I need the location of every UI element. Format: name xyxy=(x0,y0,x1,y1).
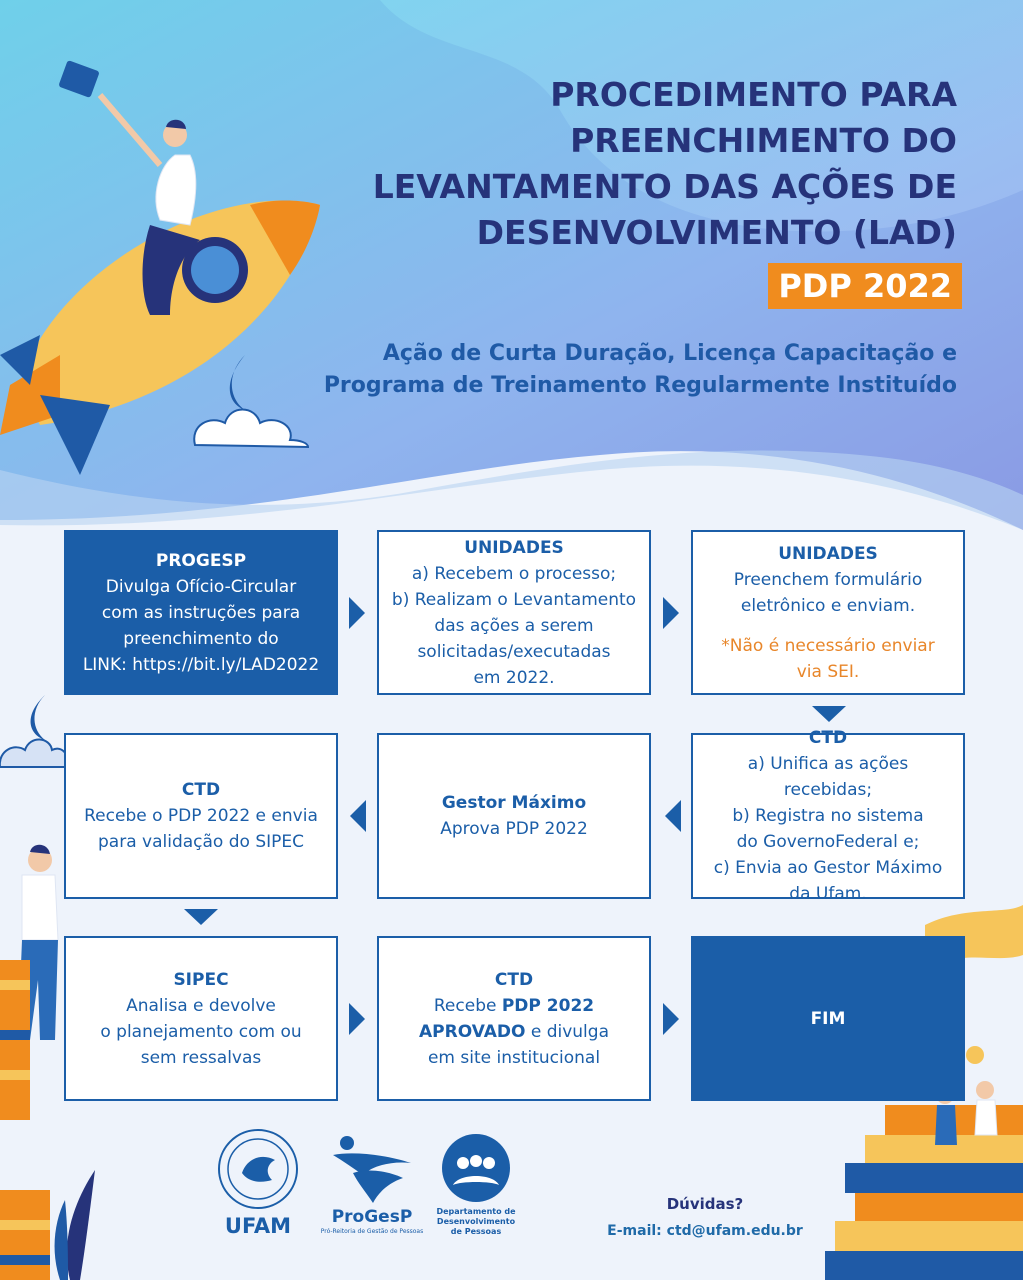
ufam-seal-logo xyxy=(217,1128,299,1210)
ddp-logo-text xyxy=(426,1207,526,1237)
step-heading: UNIDADES xyxy=(778,543,878,564)
step-heading: Gestor Máximo xyxy=(441,793,587,813)
step-line: a) Recebem o processo; xyxy=(411,563,617,584)
title-line: LEVANTAMENTO DAS AÇÕES DE xyxy=(372,167,957,206)
step-line: para validação do SIPEC xyxy=(98,832,304,852)
step-heading: SIPEC xyxy=(173,969,229,990)
step-unidades-2 xyxy=(691,530,965,695)
step-line: eletrônico e enviam. xyxy=(740,595,916,616)
step-line: Recebe o PDP 2022 e envia xyxy=(84,806,318,826)
arrow-right-icon xyxy=(663,597,679,629)
step-line: em 2022. xyxy=(473,667,555,688)
step-heading: FIM xyxy=(810,1008,846,1029)
step-heading: CTD xyxy=(808,728,848,748)
step-line: com as instruções para xyxy=(101,602,301,623)
step-line: Preenchem formulário xyxy=(733,569,923,590)
progesp-logo-text: ProGesP xyxy=(331,1207,413,1227)
subtitle-line: Ação de Curta Duração, Licença Capacitação e xyxy=(382,341,957,366)
ddp-logo-line: Desenvolvimento xyxy=(436,1217,516,1226)
progesp-logo-subtext: Pró-Reitoria de Gestão de Pessoas xyxy=(320,1228,424,1235)
step-line: a) Unifica as ações recebidas; xyxy=(747,754,909,800)
step-heading: PROGESP xyxy=(155,550,247,571)
arrow-right-icon xyxy=(349,597,365,629)
step-ctd-validation xyxy=(64,733,338,899)
contact-email[interactable]: E-mail: ctd@ufam.edu.br xyxy=(607,1223,803,1239)
step-line: c) Envia ao Gestor Máximo xyxy=(713,858,943,878)
arrow-down-icon xyxy=(184,909,218,925)
step-text-bold: PDP 2022 xyxy=(501,995,595,1016)
step-line: LINK: https://bit.ly/LAD2022 xyxy=(82,654,320,675)
subtitle-line: Programa de Treinamento Regularmente Instituído xyxy=(323,373,957,398)
step-unidades-1 xyxy=(377,530,651,695)
step-ctd-publish xyxy=(377,936,651,1101)
step-line: preenchimento do xyxy=(123,628,279,649)
ddp-logo xyxy=(441,1133,511,1203)
step-heading: CTD xyxy=(494,969,534,990)
step-sipec xyxy=(64,936,338,1101)
step-line: das ações a serem xyxy=(434,615,594,636)
step-line: Analisa e devolve xyxy=(126,995,276,1016)
arrow-right-icon xyxy=(663,1003,679,1035)
step-gestor-maximo xyxy=(377,733,651,899)
step-line xyxy=(434,993,594,1019)
ddp-logo-line: de Pessoas xyxy=(450,1227,502,1236)
page-subtitle xyxy=(237,338,957,402)
step-text: Recebe xyxy=(433,995,502,1016)
arrow-down-icon xyxy=(812,706,846,722)
step-heading: CTD xyxy=(181,780,221,800)
arrow-left-icon xyxy=(665,800,681,832)
cloud-icon xyxy=(0,695,70,770)
step-text: e divulga xyxy=(525,1021,609,1042)
contact-question: Dúvidas? xyxy=(666,1195,744,1213)
step-ctd-unify xyxy=(691,728,965,904)
ufam-logo-text: UFAM xyxy=(224,1214,292,1238)
step-line: Aprova PDP 2022 xyxy=(440,819,588,839)
title-line: PREENCHIMENTO DO xyxy=(570,121,957,160)
arrow-left-icon xyxy=(350,800,366,832)
progesp-logo xyxy=(333,1133,411,1203)
title-line: PROCEDIMENTO PARA xyxy=(550,75,957,114)
step-line: b) Realizam o Levantamento xyxy=(391,589,637,610)
contact-block xyxy=(600,1195,810,1239)
step-fim xyxy=(691,936,965,1101)
step-text-bold: APROVADO xyxy=(419,1021,526,1042)
step-heading: UNIDADES xyxy=(464,537,564,558)
arrow-right-icon xyxy=(349,1003,365,1035)
step-line: solicitadas/executadas xyxy=(417,641,611,662)
step-line: da Ufam. xyxy=(789,884,867,904)
step-line: do GovernoFederal e; xyxy=(736,832,920,852)
pdp-badge: PDP 2022 xyxy=(768,263,962,309)
step-line: em site institucional xyxy=(427,1047,601,1068)
ddp-logo-line: Departamento de xyxy=(436,1207,516,1216)
step-line xyxy=(419,1019,609,1045)
step-progesp xyxy=(64,530,338,695)
step-line: Divulga Ofício-Circular xyxy=(105,576,297,597)
step-note: via SEI. xyxy=(796,661,860,682)
person-illustration-left xyxy=(0,840,70,1120)
step-line: sem ressalvas xyxy=(140,1047,262,1068)
step-note: *Não é necessário enviar xyxy=(721,635,935,656)
plant-illustration xyxy=(0,1130,110,1280)
title-line: DESENVOLVIMENTO (LAD) xyxy=(476,213,957,252)
step-line: b) Registra no sistema xyxy=(732,806,924,826)
step-line: o planejamento com ou xyxy=(100,1021,302,1042)
page-title xyxy=(337,72,957,256)
